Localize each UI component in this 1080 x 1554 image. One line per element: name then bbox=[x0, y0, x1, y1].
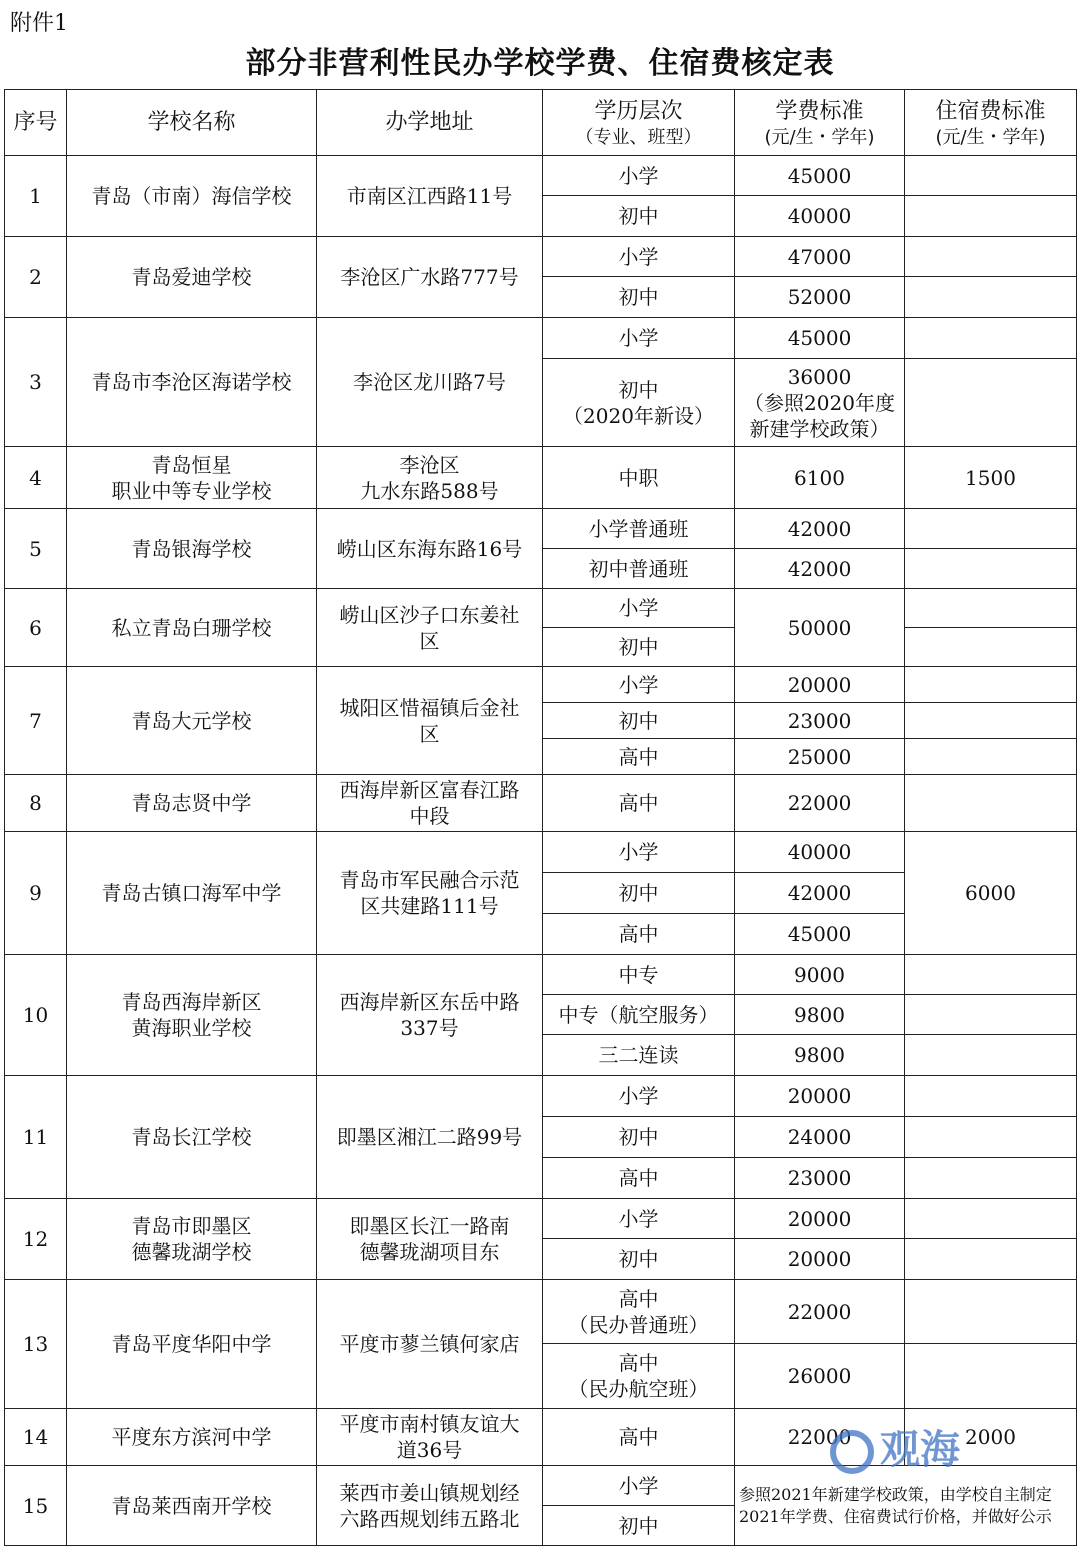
school-name: 青岛市即墨区 德馨珑湖学校 bbox=[67, 1199, 317, 1280]
lodging-empty bbox=[905, 509, 1077, 549]
lodging-empty bbox=[905, 667, 1077, 703]
tuition-value: 24000 bbox=[735, 1117, 905, 1158]
table-row bbox=[5, 1199, 1077, 1239]
school-name: 私立青岛白珊学校 bbox=[67, 589, 317, 667]
school-no: 2 bbox=[5, 237, 67, 318]
school-no: 10 bbox=[5, 955, 67, 1076]
tuition-value: 23000 bbox=[735, 1158, 905, 1199]
table-row bbox=[5, 318, 1077, 359]
lodging-empty bbox=[905, 318, 1077, 359]
header-lodging-sub: (元/生・学年) bbox=[935, 126, 1046, 148]
school-name: 平度东方滨河中学 bbox=[67, 1409, 317, 1466]
school-level: 初中 （2020年新设） bbox=[543, 359, 735, 447]
school-no: 13 bbox=[5, 1280, 67, 1409]
page-title: 部分非营利性民办学校学费、住宿费核定表 bbox=[245, 46, 835, 81]
school-address: 平度市蓼兰镇何家店 bbox=[317, 1280, 543, 1409]
header-tuition-main: 学费标准 bbox=[775, 98, 864, 124]
lodging-empty bbox=[905, 589, 1077, 628]
school-level: 高中 bbox=[543, 1158, 735, 1199]
lodging-empty bbox=[905, 549, 1077, 589]
school-name: 青岛平度华阳中学 bbox=[67, 1280, 317, 1409]
table-row bbox=[5, 1076, 1077, 1117]
tuition-value: 23000 bbox=[735, 703, 905, 739]
school-address: 城阳区惜福镇后金社 区 bbox=[317, 667, 543, 775]
tuition-value: 42000 bbox=[735, 549, 905, 589]
school-address: 崂山区沙子口东姜社 区 bbox=[317, 589, 543, 667]
school-name: 青岛古镇口海军中学 bbox=[67, 832, 317, 955]
table-row bbox=[5, 667, 1077, 703]
lodging-empty bbox=[905, 1280, 1077, 1344]
lodging-empty bbox=[905, 703, 1077, 739]
school-level: 中专（航空服务） bbox=[543, 995, 735, 1035]
school-address: 崂山区东海东路16号 bbox=[317, 509, 543, 589]
tuition-value: 6100 bbox=[735, 447, 905, 509]
lodging-empty bbox=[905, 1239, 1077, 1280]
school-level: 小学普通班 bbox=[543, 509, 735, 549]
tuition-value: 45000 bbox=[735, 156, 905, 196]
tuition-value: 9000 bbox=[735, 955, 905, 995]
school-level: 初中 bbox=[543, 1239, 735, 1280]
table-row bbox=[5, 237, 1077, 277]
school-no: 3 bbox=[5, 318, 67, 447]
school-level: 小学 bbox=[543, 589, 735, 628]
tuition-value: 9800 bbox=[735, 1035, 905, 1076]
lodging-empty bbox=[905, 359, 1077, 447]
school-name: 青岛长江学校 bbox=[67, 1076, 317, 1199]
lodging-empty bbox=[905, 196, 1077, 237]
table-row bbox=[5, 156, 1077, 196]
table-row bbox=[5, 775, 1077, 832]
watermark-logo-icon bbox=[830, 1430, 874, 1474]
header-name: 学校名称 bbox=[67, 90, 317, 156]
table-row bbox=[5, 447, 1077, 509]
school-name: 青岛爱迪学校 bbox=[67, 237, 317, 318]
school-level: 初中 bbox=[543, 1117, 735, 1158]
school-level: 初中普通班 bbox=[543, 549, 735, 589]
school-name: 青岛志贤中学 bbox=[67, 775, 317, 832]
tuition-value: 20000 bbox=[735, 1076, 905, 1117]
school-level: 初中 bbox=[543, 277, 735, 318]
school-address: 李沧区龙川路7号 bbox=[317, 318, 543, 447]
lodging-empty bbox=[905, 955, 1077, 995]
school-address: 即墨区湘江二路99号 bbox=[317, 1076, 543, 1199]
school-level: 高中 （民办普通班） bbox=[543, 1280, 735, 1344]
tuition-value: 42000 bbox=[735, 873, 905, 914]
school-level: 小学 bbox=[543, 1076, 735, 1117]
school-name: 青岛市李沧区海诺学校 bbox=[67, 318, 317, 447]
school-level: 中职 bbox=[543, 447, 735, 509]
lodging-empty bbox=[905, 1344, 1077, 1409]
school-level: 初中 bbox=[543, 1506, 735, 1546]
lodging-empty bbox=[905, 1199, 1077, 1239]
tuition-value: 42000 bbox=[735, 509, 905, 549]
fee-note: 参照2021年新建学校政策，由学校自主制定2021年学费、住宿费试行价格，并做好公示 bbox=[735, 1466, 1077, 1546]
school-name: 青岛银海学校 bbox=[67, 509, 317, 589]
table-body bbox=[5, 156, 1077, 1546]
school-address: 李沧区 九水东路588号 bbox=[317, 447, 543, 509]
lodging-empty bbox=[905, 277, 1077, 318]
school-name: 青岛恒星 职业中等专业学校 bbox=[67, 447, 317, 509]
school-address: 青岛市军民融合示范 区共建路111号 bbox=[317, 832, 543, 955]
tuition-value: 20000 bbox=[735, 1239, 905, 1280]
school-no: 9 bbox=[5, 832, 67, 955]
tuition-value: 9800 bbox=[735, 995, 905, 1035]
tuition-value: 22000 bbox=[735, 1280, 905, 1344]
school-name: 青岛大元学校 bbox=[67, 667, 317, 775]
school-level: 小学 bbox=[543, 318, 735, 359]
school-level: 初中 bbox=[543, 628, 735, 667]
watermark bbox=[830, 1418, 960, 1475]
lodging-empty bbox=[905, 237, 1077, 277]
school-level: 高中 bbox=[543, 739, 735, 775]
school-name: 青岛（市南）海信学校 bbox=[67, 156, 317, 237]
school-no: 15 bbox=[5, 1466, 67, 1546]
school-no: 12 bbox=[5, 1199, 67, 1280]
table-row bbox=[5, 832, 1077, 873]
school-no: 5 bbox=[5, 509, 67, 589]
tuition-value: 25000 bbox=[735, 739, 905, 775]
tuition-value: 45000 bbox=[735, 914, 905, 955]
school-level: 小学 bbox=[543, 1199, 735, 1239]
header-level bbox=[543, 90, 735, 156]
table-row bbox=[5, 1280, 1077, 1344]
lodging-empty bbox=[905, 995, 1077, 1035]
school-level: 小学 bbox=[543, 1466, 735, 1506]
lodging-empty bbox=[905, 1035, 1077, 1076]
school-address: 市南区江西路11号 bbox=[317, 156, 543, 237]
school-level: 小学 bbox=[543, 667, 735, 703]
lodging-empty bbox=[905, 156, 1077, 196]
school-address: 莱西市姜山镇规划经 六路西规划纬五路北 bbox=[317, 1466, 543, 1546]
header-tuition bbox=[735, 90, 905, 156]
lodging-empty bbox=[905, 775, 1077, 832]
school-no: 6 bbox=[5, 589, 67, 667]
school-level: 初中 bbox=[543, 196, 735, 237]
lodging-empty bbox=[905, 1158, 1077, 1199]
lodging-empty bbox=[905, 739, 1077, 775]
lodging-value: 1500 bbox=[905, 447, 1077, 509]
lodging-value: 2000 bbox=[905, 1409, 1077, 1466]
tuition-value: 36000 （参照2020年度 新建学校政策） bbox=[735, 359, 905, 447]
lodging-empty bbox=[905, 1117, 1077, 1158]
school-level: 高中 （民办航空班） bbox=[543, 1344, 735, 1409]
table-row bbox=[5, 589, 1077, 628]
lodging-empty bbox=[905, 628, 1077, 667]
school-level: 高中 bbox=[543, 1409, 735, 1466]
school-no: 7 bbox=[5, 667, 67, 775]
school-name: 青岛西海岸新区 黄海职业学校 bbox=[67, 955, 317, 1076]
watermark-text: 观海 bbox=[880, 1427, 960, 1473]
header-lodging-main: 住宿费标准 bbox=[935, 98, 1046, 124]
tuition-value: 40000 bbox=[735, 832, 905, 873]
tuition-value: 22000 bbox=[735, 1409, 905, 1466]
table-header-row bbox=[5, 90, 1077, 156]
school-address: 西海岸新区富春江路 中段 bbox=[317, 775, 543, 832]
attachment-label: 附件1 bbox=[10, 11, 68, 36]
tuition-value: 26000 bbox=[735, 1344, 905, 1409]
school-level: 中专 bbox=[543, 955, 735, 995]
header-no: 序号 bbox=[5, 90, 67, 156]
school-level: 初中 bbox=[543, 873, 735, 914]
school-address: 平度市南村镇友谊大 道36号 bbox=[317, 1409, 543, 1466]
school-no: 14 bbox=[5, 1409, 67, 1466]
tuition-value: 22000 bbox=[735, 775, 905, 832]
school-level: 小学 bbox=[543, 237, 735, 277]
fee-table bbox=[4, 89, 1077, 1546]
tuition-value: 20000 bbox=[735, 1199, 905, 1239]
tuition-value: 47000 bbox=[735, 237, 905, 277]
header-tuition-sub: (元/生・学年) bbox=[764, 126, 875, 148]
school-name: 青岛莱西南开学校 bbox=[67, 1466, 317, 1546]
header-address: 办学地址 bbox=[317, 90, 543, 156]
school-level: 高中 bbox=[543, 775, 735, 832]
table-row bbox=[5, 955, 1077, 995]
school-no: 1 bbox=[5, 156, 67, 237]
lodging-empty bbox=[905, 1076, 1077, 1117]
tuition-value: 50000 bbox=[735, 589, 905, 667]
lodging-value: 6000 bbox=[905, 832, 1077, 955]
school-level: 三二连读 bbox=[543, 1035, 735, 1076]
school-address: 李沧区广水路777号 bbox=[317, 237, 543, 318]
school-level: 小学 bbox=[543, 156, 735, 196]
header-level-sub: （专业、班型） bbox=[575, 126, 702, 148]
school-no: 8 bbox=[5, 775, 67, 832]
tuition-value: 20000 bbox=[735, 667, 905, 703]
school-address: 即墨区长江一路南 德馨珑湖项目东 bbox=[317, 1199, 543, 1280]
school-no: 11 bbox=[5, 1076, 67, 1199]
school-address: 西海岸新区东岳中路 337号 bbox=[317, 955, 543, 1076]
tuition-value: 45000 bbox=[735, 318, 905, 359]
school-level: 高中 bbox=[543, 914, 735, 955]
school-level: 初中 bbox=[543, 703, 735, 739]
header-level-main: 学历层次 bbox=[594, 98, 683, 124]
tuition-value: 52000 bbox=[735, 277, 905, 318]
table-row bbox=[5, 509, 1077, 549]
tuition-value: 40000 bbox=[735, 196, 905, 237]
school-no: 4 bbox=[5, 447, 67, 509]
header-lodging bbox=[905, 90, 1077, 156]
school-level: 小学 bbox=[543, 832, 735, 873]
